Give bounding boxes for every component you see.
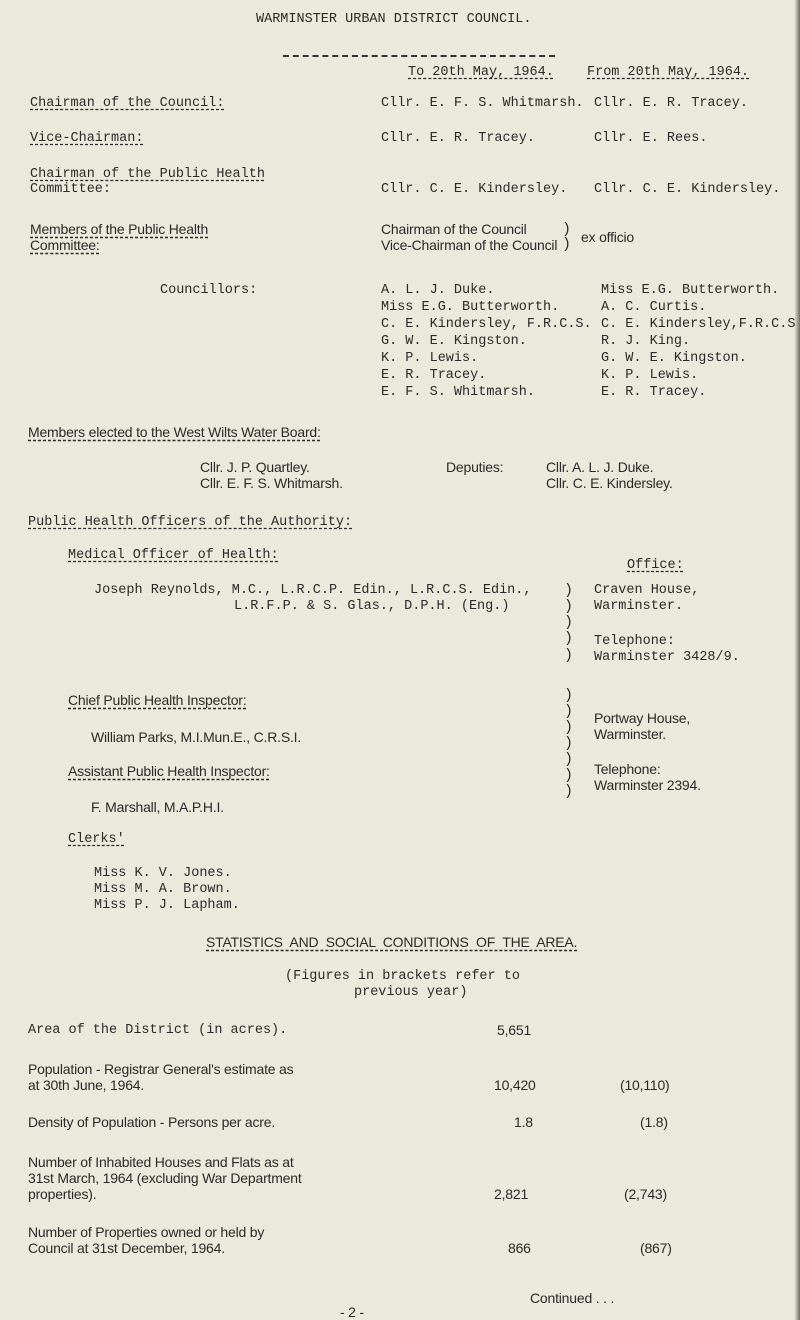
list-item: A. C. Curtis. <box>601 300 707 315</box>
office1-line1: Craven House, <box>594 583 700 598</box>
brace-ex-officio: ) <box>562 236 572 253</box>
row-label: at 30th June, 1964. <box>28 1077 145 1093</box>
list-item: E. R. Tracey. <box>601 385 707 400</box>
paren: ) <box>564 598 574 615</box>
office1-tel: Warminster 3428/9. <box>594 650 740 665</box>
list-item: E. R. Tracey. <box>381 368 487 383</box>
water-board-member: Cllr. E. F. S. Whitmarsh. <box>200 475 343 491</box>
chairman-from: Cllr. E. R. Tracey. <box>594 96 748 111</box>
chairman-to: Cllr. E. F. S. Whitmarsh. <box>381 96 584 111</box>
list-item: G. W. E. Kingston. <box>381 334 527 349</box>
clerk-name: Miss K. V. Jones. <box>94 866 232 881</box>
paren: ) <box>564 582 574 599</box>
office2-tel-label: Telephone: <box>594 761 661 777</box>
row-label: properties). <box>28 1186 97 1202</box>
water-board-member: Cllr. J. P. Quartley. <box>200 459 310 475</box>
row-label: Area of the District (in acres). <box>28 1023 288 1038</box>
paren: ) <box>564 687 574 704</box>
paren: ) <box>564 703 574 720</box>
label-ph-members-1: Members of the Public Health <box>30 221 209 237</box>
vice-chairman-to: Cllr. E. R. Tracey. <box>381 131 535 146</box>
paren: ) <box>564 647 574 664</box>
row-label: Density of Population - Persons per acre. <box>28 1114 276 1130</box>
water-board-deputy: Cllr. A. L. J. Duke. <box>546 459 654 475</box>
row-previous: (10,110) <box>620 1077 670 1093</box>
row-value: 2,821 <box>494 1186 529 1202</box>
paren: ) <box>564 767 574 784</box>
ph-chairman-to: Cllr. C. E. Kindersley. <box>381 182 568 197</box>
ex-officio-note: ex officio <box>581 229 634 245</box>
row-label: 31st March, 1964 (excluding War Department <box>28 1170 302 1186</box>
list-item: C. E. Kindersley,F.R.C.S <box>601 317 796 332</box>
paren: ) <box>564 630 574 647</box>
label-chairman: Chairman of the Council: <box>30 96 225 111</box>
label-vice-chairman: Vice-Chairman: <box>30 131 144 146</box>
office1-line2: Warminster. <box>594 599 684 614</box>
page-number: - 2 - <box>340 1304 364 1320</box>
row-label: Council at 31st December, 1964. <box>28 1240 225 1256</box>
list-item: K. P. Lewis. <box>381 351 479 366</box>
label-ph-members-2: Committee: <box>30 237 100 253</box>
continued-text: Continued . . . <box>530 1290 615 1306</box>
col-heading-to: To 20th May, 1964. <box>408 65 554 80</box>
page-edge-shadow <box>795 0 800 1320</box>
row-previous: (867) <box>640 1240 672 1256</box>
col-heading-from: From 20th May, 1964. <box>587 65 750 80</box>
label-ph-chairman-1: Chairman of the Public Health <box>30 167 265 182</box>
vice-chairman-from: Cllr. E. Rees. <box>594 131 708 146</box>
list-item: Miss E.G. Butterworth. <box>601 283 780 298</box>
paren: ) <box>564 751 574 768</box>
ph-officers-heading: Public Health Officers of the Authority: <box>28 515 353 530</box>
paren: ) <box>564 735 574 752</box>
list-item: C. E. Kindersley, F.R.C.S. <box>381 317 592 332</box>
row-value: 5,651 <box>497 1022 532 1038</box>
clerk-name: Miss M. A. Brown. <box>94 882 232 897</box>
cphi-name: William Parks, M.I.Mun.E., C.R.S.I. <box>91 729 302 745</box>
row-value: 10,420 <box>494 1077 536 1093</box>
row-previous: (1.8) <box>640 1114 668 1130</box>
row-value: 866 <box>508 1240 531 1256</box>
row-value: 1.8 <box>514 1114 533 1130</box>
water-board-heading: Members elected to the West Wilts Water Board: <box>28 424 321 440</box>
water-board-deputy: Cllr. C. E. Kindersley. <box>546 475 673 491</box>
list-item: Miss E.G. Butterworth. <box>381 300 560 315</box>
ph-chairman-from: Cllr. C. E. Kindersley. <box>594 182 781 197</box>
moh-label: Medical Officer of Health: <box>68 548 279 563</box>
paren: ) <box>564 783 574 800</box>
row-label: Number of Properties owned or held by <box>28 1224 265 1240</box>
list-item: G. W. E. Kingston. <box>601 351 747 366</box>
paren: ) <box>564 719 574 736</box>
title-underline <box>283 55 555 57</box>
brace-ex-officio: ) <box>562 221 572 238</box>
statistics-note-line2: previous year) <box>354 985 468 1000</box>
row-previous: (2,743) <box>624 1186 667 1202</box>
label-councillors: Councillors: <box>160 283 258 298</box>
aphi-name: F. Marshall, M.A.P.H.I. <box>91 799 224 815</box>
office2-line2: Warminster. <box>594 726 666 742</box>
row-label: Number of Inhabited Houses and Flats as at <box>28 1154 294 1170</box>
label-ph-chairman-2: Committee: <box>30 182 112 197</box>
paren: ) <box>564 614 574 631</box>
deputies-label: Deputies: <box>446 459 504 475</box>
ex-officio-line2: Vice-Chairman of the Council <box>381 237 558 253</box>
office1-tel-label: Telephone: <box>594 634 676 649</box>
list-item: E. F. S. Whitmarsh. <box>381 385 535 400</box>
list-item: K. P. Lewis. <box>601 368 699 383</box>
row-label: Population - Registrar General's estimate as <box>28 1061 294 1077</box>
office-label: Office: <box>627 558 684 573</box>
statistics-note-line1: (Figures in brackets refer to <box>285 969 520 984</box>
cphi-label: Chief Public Health Inspector: <box>68 692 247 708</box>
document-title: WARMINSTER URBAN DISTRICT COUNCIL. <box>256 12 532 27</box>
moh-name-line2: L.R.F.P. & S. Glas., D.P.H. (Eng.) <box>234 599 510 614</box>
office2-tel: Warminster 2394. <box>594 777 701 793</box>
aphi-label: Assistant Public Health Inspector: <box>68 763 270 779</box>
list-item: R. J. King. <box>601 334 691 349</box>
moh-name-line1: Joseph Reynolds, M.C., L.R.C.P. Edin., L.R.C.S. Edin., <box>94 583 532 598</box>
office2-line1: Portway House, <box>594 710 691 726</box>
clerks-label: Clerks' <box>68 832 125 847</box>
clerk-name: Miss P. J. Lapham. <box>94 898 240 913</box>
statistics-heading: STATISTICS AND SOCIAL CONDITIONS OF THE AREA. <box>206 934 578 950</box>
list-item: A. L. J. Duke. <box>381 283 495 298</box>
ex-officio-line1: Chairman of the Council <box>381 221 527 237</box>
